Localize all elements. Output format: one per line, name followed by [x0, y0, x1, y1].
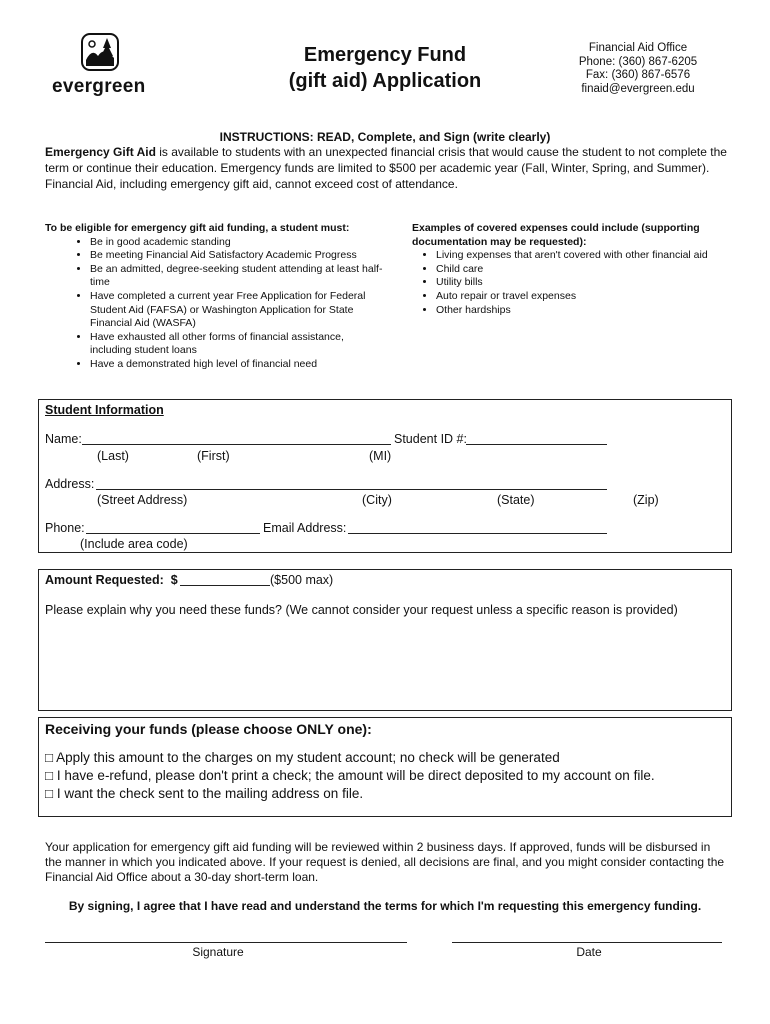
address-input[interactable] — [96, 478, 607, 490]
area-code-caption: (Include area code) — [80, 537, 188, 551]
list-item: • Have exhausted all other forms of financial assistance, including student loans — [90, 331, 383, 358]
street-caption: (Street Address) — [97, 493, 188, 507]
zip-caption: (Zip) — [633, 493, 659, 507]
option-e-refund[interactable]: □ I have e-refund, please don't print a check; the amount will be direct deposited to my account on file. — [45, 768, 655, 783]
expenses-list — [412, 249, 728, 317]
office-phone: Phone: (360) 867-6205 — [578, 55, 698, 68]
phone-input[interactable] — [86, 522, 260, 534]
receiving-title: Receiving your funds (please choose ONLY one): — [45, 721, 372, 737]
amount-input[interactable] — [180, 574, 270, 586]
explain-prompt: Please explain why you need these funds? (We cannot consider your request unless a specific reason is provided) — [45, 603, 678, 617]
phone-label: Phone: — [45, 521, 85, 535]
name-label: Name: — [45, 432, 82, 446]
email-input[interactable] — [348, 522, 607, 534]
signature-label: Signature — [192, 945, 244, 959]
list-item: • Auto repair or travel expenses — [436, 290, 728, 304]
office-email: finaid@evergreen.edu — [581, 82, 695, 95]
middle-initial-caption: (MI) — [369, 449, 392, 463]
title-line-2: (gift aid) Application — [288, 70, 482, 92]
option-apply-to-account[interactable]: □ Apply this amount to the charges on my student account; no check will be generated — [45, 750, 560, 765]
first-name-caption: (First) — [197, 449, 230, 463]
expenses-section — [412, 222, 728, 317]
intro-text: is available to students with an unexpected financial crisis that would cause the student to not complete the term or continue their education. Emergency funds are limited to $500 per academic year (Fall, Winter, Spring, and Summer). Financial Aid, including emergency gift aid, cannot exceed cost of attendance. — [45, 145, 727, 191]
eligibility-section — [45, 222, 383, 372]
list-item: • Have completed a current year Free Application for Federal Student Aid (FAFSA) or Washington Application for State Financial Aid (WASFA) — [90, 290, 383, 331]
logo-wordmark: evergreen — [52, 76, 146, 97]
evergreen-logo-icon — [80, 32, 120, 72]
page-title — [270, 42, 500, 94]
list-item: • Living expenses that aren't covered with other financial aid — [436, 249, 728, 263]
agreement-statement: By signing, I agree that I have read and understand the terms for which I'm requesting this emergency funding. — [68, 899, 702, 913]
signature-line[interactable] — [45, 942, 407, 943]
address-label: Address: — [45, 477, 95, 491]
student-info-title: Student Information — [45, 403, 164, 417]
office-fax: Fax: (360) 867-6576 — [585, 69, 691, 81]
amount-max: ($500 max) — [270, 573, 334, 587]
intro-bold: Emergency Gift Aid — [45, 145, 156, 159]
student-id-label: Student ID #: — [394, 432, 467, 446]
expenses-title: Examples of covered expenses could include (supporting documentation may be requested): — [412, 222, 700, 248]
student-id-input[interactable] — [466, 433, 607, 445]
review-notice: Your application for emergency gift aid funding will be reviewed within 2 business days. If approved, funds will be disbursed in the manner in which you indicated above. If your request is denied, all decisions are final, and you might consider contacting the Financial Aid Office about a 30-day short-term loan. — [45, 840, 725, 884]
date-line[interactable] — [452, 942, 722, 943]
list-item: • Utility bills — [436, 276, 728, 290]
list-item: • Be meeting Financial Aid Satisfactory Academic Progress — [90, 249, 383, 263]
state-caption: (State) — [497, 493, 535, 507]
date-label: Date — [576, 945, 602, 959]
eligibility-title: To be eligible for emergency gift aid funding, a student must: — [45, 222, 350, 234]
city-caption: (City) — [362, 493, 392, 507]
eligibility-list — [45, 236, 383, 372]
explain-textarea[interactable] — [45, 622, 725, 706]
list-item: • Be an admitted, degree-seeking student attending at least half-time — [90, 263, 383, 290]
instructions-heading: INSTRUCTIONS: READ, Complete, and Sign (write clearly) — [219, 130, 551, 144]
list-item: • Child care — [436, 263, 728, 277]
list-item: • Have a demonstrated high level of financial need — [90, 358, 383, 372]
office-name: Financial Aid Office — [588, 42, 688, 54]
instructions-intro — [45, 144, 735, 192]
title-line-1: Emergency Fund — [303, 44, 467, 66]
amount-label: Amount Requested: $ — [45, 573, 178, 587]
list-item: • Other hardships — [436, 304, 728, 318]
list-item: • Be in good academic standing — [90, 236, 383, 250]
name-input[interactable] — [82, 433, 391, 445]
option-mail-check[interactable]: □ I want the check sent to the mailing address on file. — [45, 786, 364, 801]
last-name-caption: (Last) — [97, 449, 129, 463]
email-label: Email Address: — [263, 521, 347, 535]
contact-block — [548, 42, 728, 96]
